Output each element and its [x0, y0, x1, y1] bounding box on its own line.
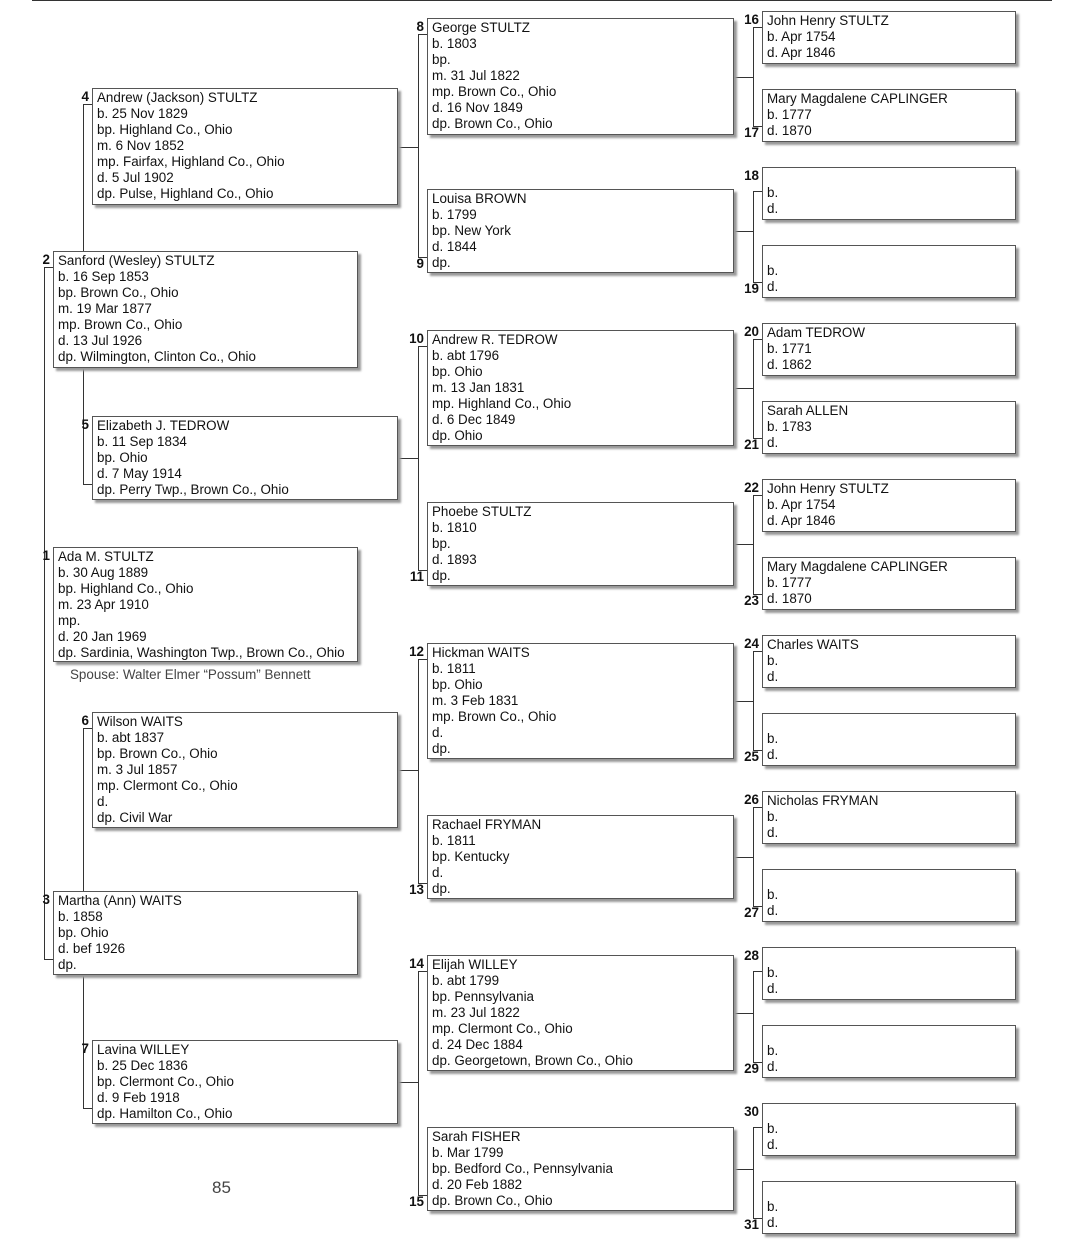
- person-detail: d. 24 Dec 1884: [432, 1037, 523, 1052]
- ahnentafel-number: 21: [744, 437, 759, 452]
- connector-vertical-7: [418, 971, 419, 1195]
- person-detail: b.: [767, 731, 779, 746]
- person-box-5: [92, 416, 398, 500]
- person-detail: dp. Georgetown, Brown Co., Ohio: [432, 1053, 633, 1068]
- connector-child-5: [398, 458, 418, 459]
- person-detail: d.: [767, 279, 779, 294]
- person-detail: m. 31 Jul 1822: [432, 68, 520, 83]
- person-box-4: [92, 88, 398, 205]
- person-name: Sarah FISHER: [432, 1129, 521, 1144]
- person-detail: d.: [97, 794, 109, 809]
- person-detail: d. bef 1926: [58, 941, 126, 956]
- connector-mother-3: [44, 959, 53, 960]
- person-detail: b. 1783: [767, 419, 812, 434]
- person-detail: bp. Ohio: [432, 677, 483, 692]
- person-detail: b.: [767, 653, 779, 668]
- person-detail: d.: [767, 1059, 779, 1074]
- spouse-note: Spouse: Walter Elmer “Possum” Bennett: [70, 667, 311, 682]
- ahnentafel-number: 25: [744, 749, 759, 764]
- person-detail: b. 1799: [432, 207, 477, 222]
- ahnentafel-number: 24: [744, 636, 759, 651]
- person-detail: b. 1777: [767, 107, 812, 122]
- ahnentafel-number: 2: [42, 252, 50, 267]
- person-detail: d.: [767, 825, 779, 840]
- connector-child-7: [398, 1082, 418, 1083]
- person-box-26: [762, 791, 1016, 844]
- person-detail: d.: [767, 747, 779, 762]
- person-detail: d. 1862: [767, 357, 812, 372]
- ahnentafel-number: 29: [744, 1061, 759, 1076]
- person-detail: dp. Sardinia, Washington Twp., Brown Co., Ohio: [58, 645, 345, 660]
- person-detail: mp. Clermont Co., Ohio: [432, 1021, 573, 1036]
- person-detail: m. 3 Jul 1857: [97, 762, 178, 777]
- person-detail: dp.: [432, 881, 451, 896]
- page-number: 85: [212, 1178, 231, 1197]
- person-detail: b. 16 Sep 1853: [58, 269, 149, 284]
- person-name: Martha (Ann) WAITS: [58, 893, 182, 908]
- person-detail: d. 9 Feb 1918: [97, 1090, 180, 1105]
- person-detail: d.: [767, 903, 779, 918]
- connector-vertical-8: [753, 27, 754, 126]
- ahnentafel-number: 17: [744, 125, 759, 140]
- person-name: Andrew (Jackson) STULTZ: [97, 90, 258, 105]
- person-detail: bp.: [432, 536, 451, 551]
- person-detail: dp.: [432, 255, 451, 270]
- person-box-15: [427, 1127, 734, 1211]
- person-detail: b. 1858: [58, 909, 103, 924]
- person-box-9: [427, 189, 734, 273]
- person-detail: m. 6 Nov 1852: [97, 138, 185, 153]
- person-detail: dp.: [432, 741, 451, 756]
- person-detail: d. 5 Jul 1902: [97, 170, 174, 185]
- person-detail: bp. Ohio: [432, 364, 483, 379]
- connector-vertical-12: [753, 651, 754, 750]
- person-detail: mp. Brown Co., Ohio: [432, 84, 557, 99]
- connector-vertical-4: [418, 34, 419, 257]
- connector-child-9: [734, 231, 753, 232]
- ahnentafel-number: 27: [744, 905, 759, 920]
- person-detail: b. abt 1837: [97, 730, 165, 745]
- person-detail: d.: [432, 725, 444, 740]
- person-detail: d.: [767, 201, 779, 216]
- person-box-3: [53, 891, 358, 975]
- person-name: Elijah WILLEY: [432, 957, 518, 972]
- person-box-24: [762, 635, 1016, 688]
- person-detail: bp.: [432, 52, 451, 67]
- person-detail: mp. Brown Co., Ohio: [432, 709, 557, 724]
- person-detail: dp.: [432, 568, 451, 583]
- person-detail: d. 16 Nov 1849: [432, 100, 523, 115]
- connector-vertical-9: [753, 191, 754, 282]
- person-detail: d. Apr 1846: [767, 45, 836, 60]
- person-box-14: [427, 955, 734, 1071]
- person-box-19: [762, 245, 1016, 298]
- person-detail: d. 20 Feb 1882: [432, 1177, 523, 1192]
- person-name: Sarah ALLEN: [767, 403, 849, 418]
- ahnentafel-number: 30: [744, 1104, 759, 1119]
- ahnentafel-number: 20: [744, 324, 759, 339]
- person-box-10: [427, 330, 734, 446]
- connector-child-8: [734, 77, 753, 78]
- person-detail: bp. Highland Co., Ohio: [58, 581, 194, 596]
- top-rule: [32, 0, 1052, 1]
- connector-vertical-6: [418, 659, 419, 883]
- ahnentafel-number: 6: [81, 713, 89, 728]
- person-name: Andrew R. TEDROW: [432, 332, 558, 347]
- connector-father-30: [753, 1127, 762, 1128]
- person-box-31: [762, 1181, 1016, 1234]
- person-detail: b. 1811: [432, 833, 476, 848]
- person-name: Adam TEDROW: [767, 325, 865, 340]
- person-detail: m. 13 Jan 1831: [432, 380, 525, 395]
- person-detail: m. 19 Mar 1877: [58, 301, 152, 316]
- connector-vertical-15: [753, 1127, 754, 1218]
- person-name: John Henry STULTZ: [767, 13, 889, 28]
- connector-mother-7: [83, 1108, 92, 1109]
- ahnentafel-number: 23: [744, 593, 759, 608]
- connector-child-11: [734, 544, 753, 545]
- person-box-12: [427, 643, 734, 759]
- person-detail: b. 1777: [767, 575, 812, 590]
- person-detail: b. Mar 1799: [432, 1145, 504, 1160]
- connector-vertical-5: [418, 346, 419, 570]
- ahnentafel-number: 15: [409, 1194, 424, 1209]
- connector-child-12: [734, 701, 753, 702]
- ahnentafel-number: 16: [744, 12, 759, 27]
- person-detail: d.: [767, 1137, 779, 1152]
- ahnentafel-number: 9: [416, 256, 424, 271]
- person-detail: dp. Perry Twp., Brown Co., Ohio: [97, 482, 289, 497]
- connector-child-10: [734, 388, 753, 389]
- person-name: Sanford (Wesley) STULTZ: [58, 253, 215, 268]
- person-detail: bp. Pennsylvania: [432, 989, 534, 1004]
- person-name: Mary Magdalene CAPLINGER: [767, 91, 948, 106]
- person-detail: b.: [767, 1043, 779, 1058]
- ahnentafel-number: 22: [744, 480, 759, 495]
- person-detail: mp.: [58, 613, 81, 628]
- person-box-7: [92, 1040, 398, 1124]
- connector-child-6: [398, 770, 418, 771]
- person-detail: b. 1771: [767, 341, 812, 356]
- connector-vertical-11: [753, 495, 754, 594]
- person-detail: mp. Highland Co., Ohio: [432, 396, 572, 411]
- person-detail: b.: [767, 1121, 779, 1136]
- ahnentafel-number: 7: [81, 1041, 89, 1056]
- connector-vertical-10: [753, 339, 754, 438]
- person-detail: d.: [767, 981, 779, 996]
- ahnentafel-number: 11: [409, 569, 424, 584]
- person-name: John Henry STULTZ: [767, 481, 889, 496]
- ahnentafel-number: 18: [744, 168, 759, 183]
- person-detail: b.: [767, 809, 779, 824]
- person-detail: dp. Brown Co., Ohio: [432, 116, 553, 131]
- connector-child-15: [734, 1169, 753, 1170]
- person-detail: b. Apr 1754: [767, 497, 836, 512]
- person-name: Ada M. STULTZ: [58, 549, 154, 564]
- person-detail: d. 1870: [767, 591, 812, 606]
- person-detail: b. 1811: [432, 661, 476, 676]
- person-box-1: [53, 547, 358, 662]
- person-name: Nicholas FRYMAN: [767, 793, 879, 808]
- person-detail: b.: [767, 185, 779, 200]
- person-detail: dp. Pulse, Highland Co., Ohio: [97, 186, 274, 201]
- person-box-29: [762, 1025, 1016, 1078]
- connector-child-4: [398, 147, 418, 148]
- person-detail: b. 25 Dec 1836: [97, 1058, 188, 1073]
- ahnentafel-number: 12: [409, 644, 424, 659]
- person-detail: d.: [767, 1215, 779, 1230]
- person-box-27: [762, 869, 1016, 922]
- person-box-2: [53, 251, 358, 368]
- connector-vertical-13: [753, 807, 754, 906]
- person-detail: b. 1810: [432, 520, 477, 535]
- ahnentafel-number: 8: [416, 19, 424, 34]
- connector-child-13: [734, 857, 753, 858]
- person-name: Mary Magdalene CAPLINGER: [767, 559, 948, 574]
- person-detail: bp. Highland Co., Ohio: [97, 122, 233, 137]
- person-name: Phoebe STULTZ: [432, 504, 532, 519]
- ahnentafel-number: 19: [744, 281, 759, 296]
- person-name: Rachael FRYMAN: [432, 817, 542, 832]
- person-detail: d. 1893: [432, 552, 477, 567]
- person-detail: d. 1870: [767, 123, 812, 138]
- person-detail: d. 1844: [432, 239, 477, 254]
- person-box-28: [762, 947, 1016, 1000]
- person-detail: mp. Clermont Co., Ohio: [97, 778, 238, 793]
- person-detail: d. 7 May 1914: [97, 466, 182, 481]
- person-detail: m. 3 Feb 1831: [432, 693, 519, 708]
- person-detail: dp. Ohio: [432, 428, 483, 443]
- connector-child-14: [734, 1013, 753, 1014]
- person-name: Louisa BROWN: [432, 191, 527, 206]
- person-detail: bp. Brown Co., Ohio: [97, 746, 218, 761]
- person-detail: dp. Brown Co., Ohio: [432, 1193, 553, 1208]
- ahnentafel-number: 1: [42, 548, 50, 563]
- person-detail: d. 6 Dec 1849: [432, 412, 516, 427]
- ahnentafel-number: 3: [42, 892, 50, 907]
- person-detail: b.: [767, 1199, 779, 1214]
- person-detail: dp.: [58, 957, 77, 972]
- person-detail: d.: [767, 669, 779, 684]
- person-name: Hickman WAITS: [432, 645, 530, 660]
- person-box-11: [427, 502, 734, 586]
- person-box-23: [762, 557, 1016, 610]
- connector-father-18: [753, 191, 762, 192]
- ahnentafel-number: 26: [744, 792, 759, 807]
- ahnentafel-number: 13: [409, 882, 424, 897]
- person-detail: mp. Brown Co., Ohio: [58, 317, 183, 332]
- person-name: George STULTZ: [432, 20, 530, 35]
- person-box-8: [427, 18, 734, 135]
- person-detail: m. 23 Jul 1822: [432, 1005, 520, 1020]
- person-name: Elizabeth J. TEDROW: [97, 418, 230, 433]
- person-box-13: [427, 815, 734, 899]
- person-box-20: [762, 323, 1016, 376]
- person-box-6: [92, 712, 398, 828]
- person-box-30: [762, 1103, 1016, 1156]
- connector-vertical-1: [44, 267, 45, 959]
- person-detail: d. 20 Jan 1969: [58, 629, 147, 644]
- connector-mother-5: [83, 484, 92, 485]
- person-detail: b. abt 1799: [432, 973, 500, 988]
- person-detail: b.: [767, 263, 779, 278]
- person-detail: bp. Brown Co., Ohio: [58, 285, 179, 300]
- person-detail: b.: [767, 965, 779, 980]
- person-box-17: [762, 89, 1016, 142]
- ahnentafel-number: 31: [744, 1217, 759, 1232]
- person-detail: bp. New York: [432, 223, 511, 238]
- connector-father-28: [753, 971, 762, 972]
- person-detail: m. 23 Apr 1910: [58, 597, 149, 612]
- person-box-18: [762, 167, 1016, 220]
- person-detail: bp. Bedford Co., Pennsylvania: [432, 1161, 613, 1176]
- ahnentafel-number: 10: [409, 331, 424, 346]
- ahnentafel-number: 14: [409, 956, 424, 971]
- person-detail: bp. Clermont Co., Ohio: [97, 1074, 234, 1089]
- person-detail: b. 25 Nov 1829: [97, 106, 188, 121]
- person-detail: bp. Ohio: [97, 450, 148, 465]
- ahnentafel-number: 4: [81, 89, 89, 104]
- person-box-25: [762, 713, 1016, 766]
- person-detail: b. Apr 1754: [767, 29, 836, 44]
- person-detail: d. Apr 1846: [767, 513, 836, 528]
- person-detail: d. 13 Jul 1926: [58, 333, 143, 348]
- person-detail: b. 30 Aug 1889: [58, 565, 149, 580]
- ahnentafel-number: 28: [744, 948, 759, 963]
- person-detail: bp. Ohio: [58, 925, 109, 940]
- person-detail: dp. Wilmington, Clinton Co., Ohio: [58, 349, 256, 364]
- person-detail: dp. Civil War: [97, 810, 173, 825]
- person-detail: b. abt 1796: [432, 348, 500, 363]
- person-box-21: [762, 401, 1016, 454]
- person-detail: mp. Fairfax, Highland Co., Ohio: [97, 154, 285, 169]
- person-detail: b.: [767, 887, 779, 902]
- person-detail: bp. Kentucky: [432, 849, 510, 864]
- person-detail: dp. Hamilton Co., Ohio: [97, 1106, 233, 1121]
- person-detail: d.: [432, 865, 444, 880]
- ahnentafel-number: 5: [81, 417, 89, 432]
- connector-vertical-14: [753, 971, 754, 1062]
- person-name: Charles WAITS: [767, 637, 859, 652]
- person-name: Lavina WILLEY: [97, 1042, 190, 1057]
- person-name: Wilson WAITS: [97, 714, 183, 729]
- person-detail: b. 1803: [432, 36, 477, 51]
- person-detail: b. 11 Sep 1834: [97, 434, 187, 449]
- person-box-22: [762, 479, 1016, 532]
- person-box-16: [762, 11, 1016, 64]
- person-detail: d.: [767, 435, 779, 450]
